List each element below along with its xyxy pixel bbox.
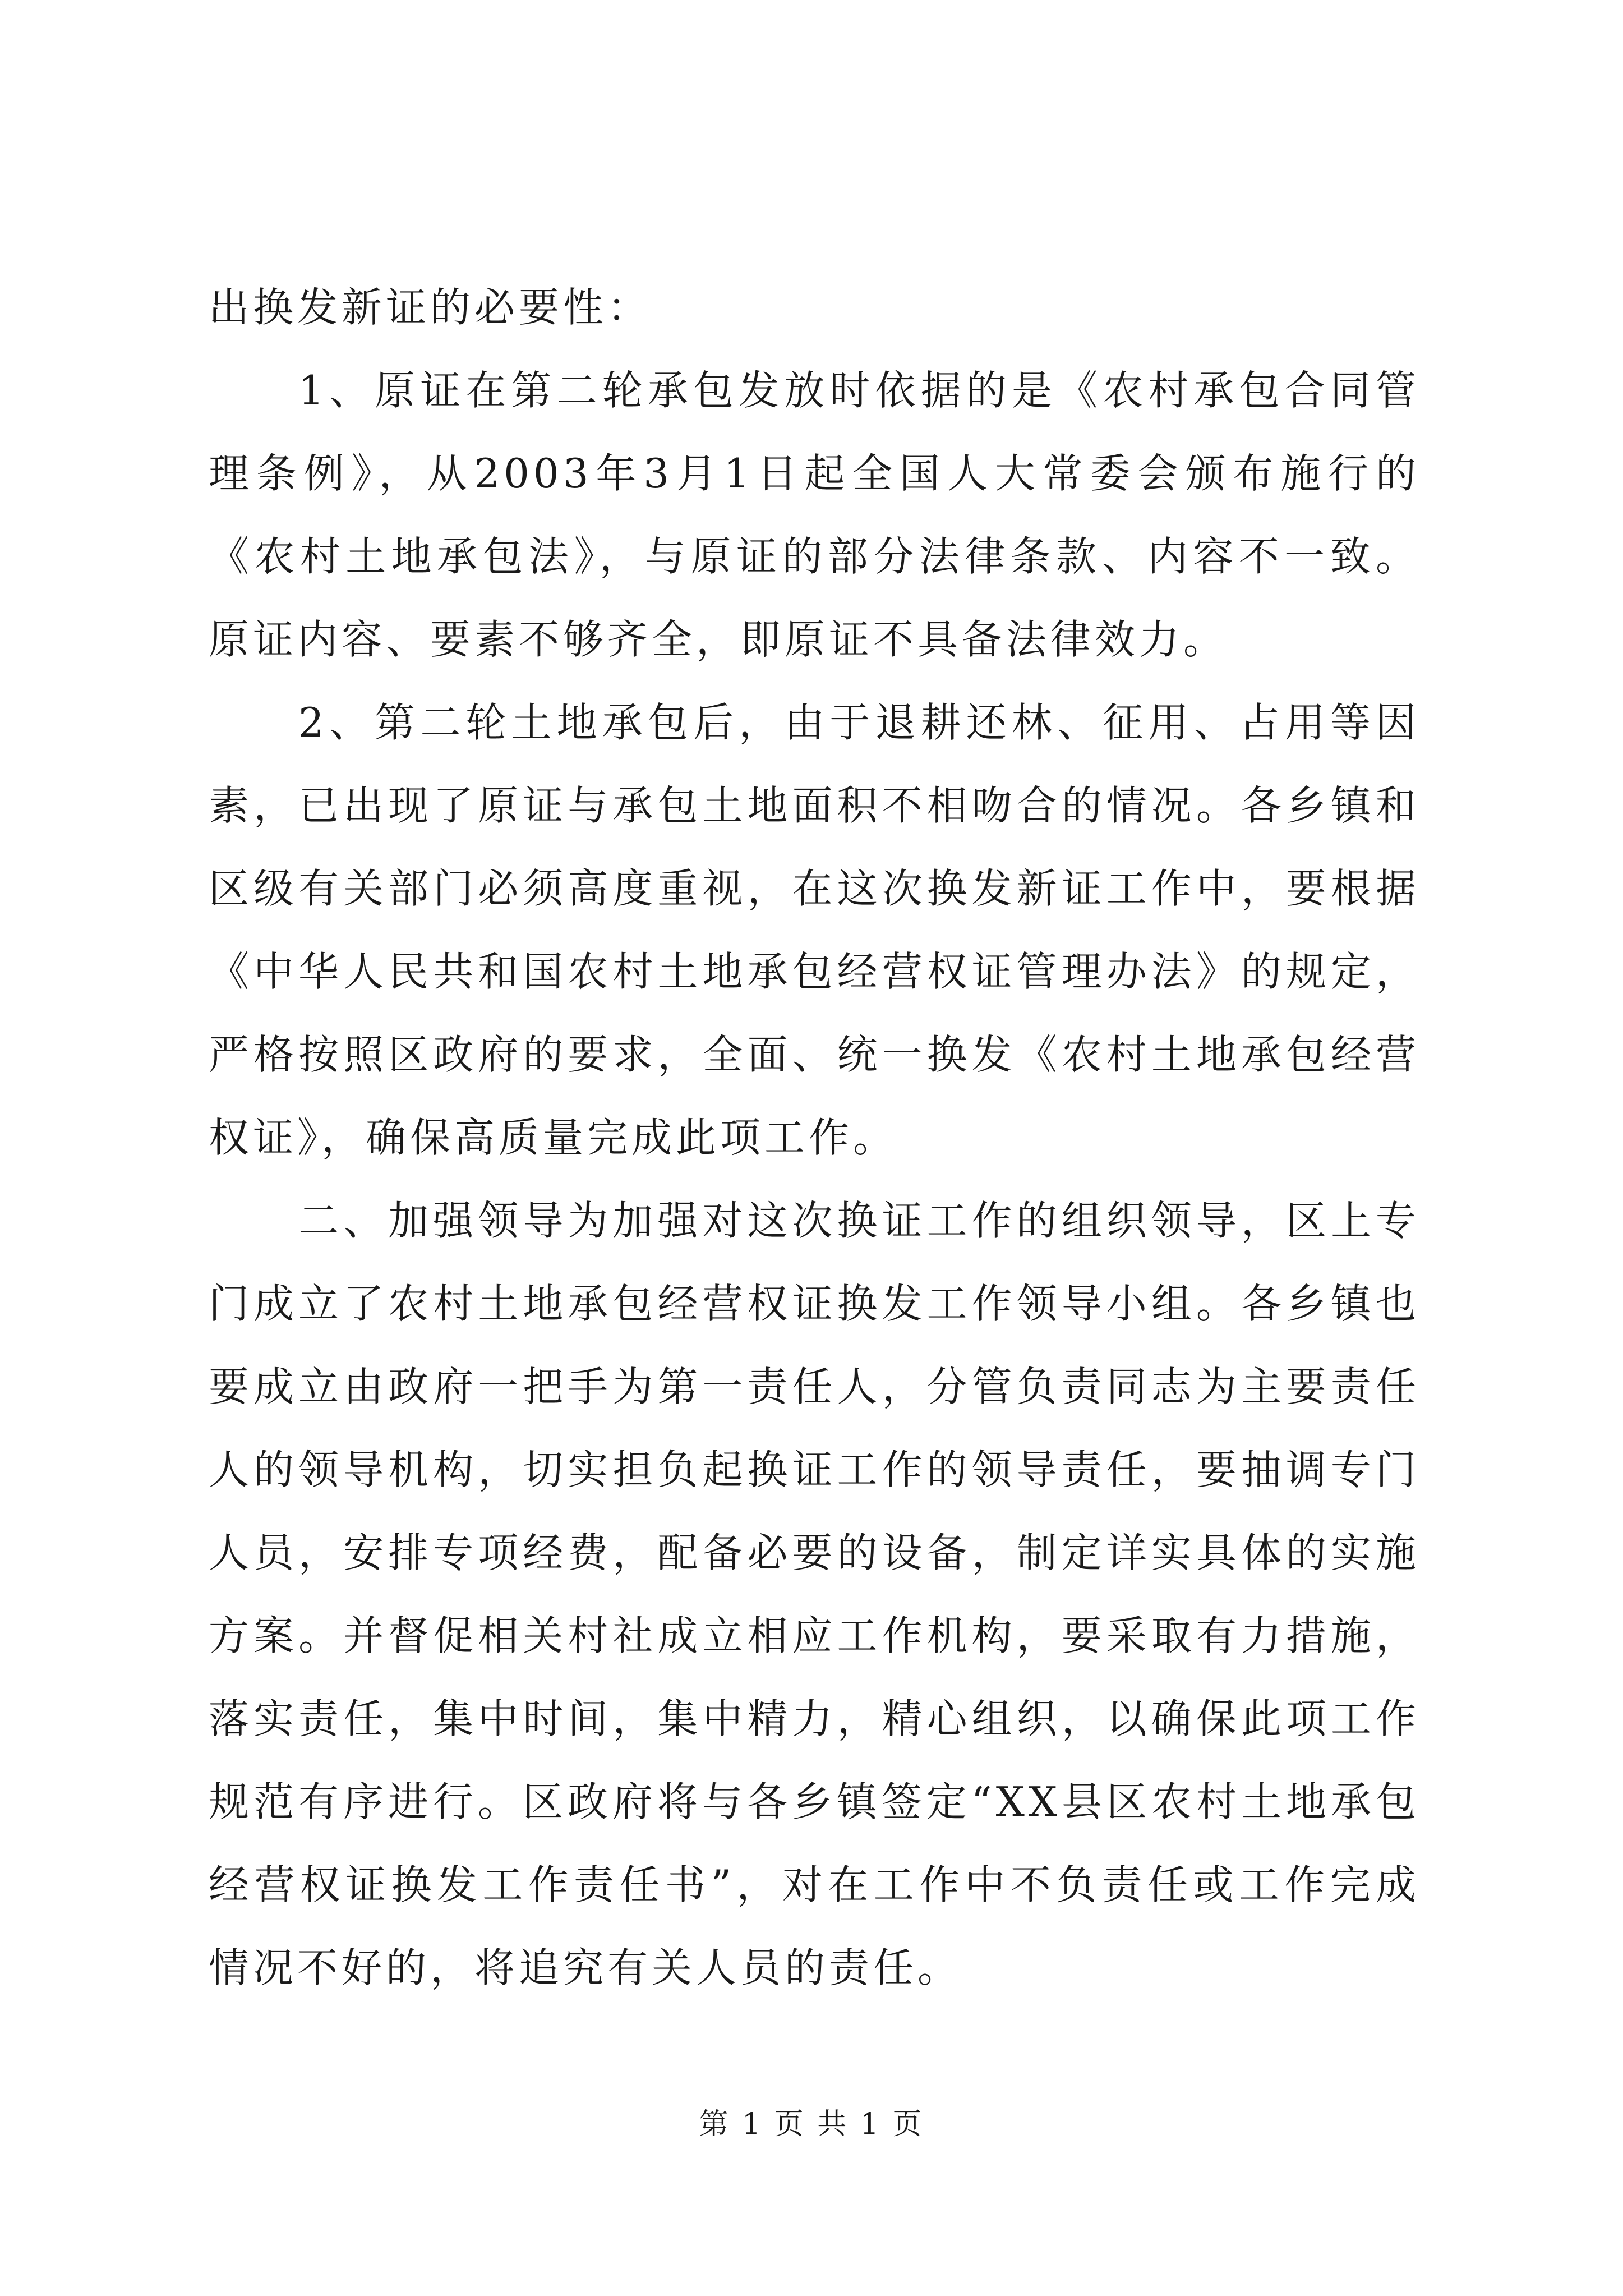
page-footer: 第 1 页 共 1 页 <box>699 2108 924 2141</box>
document-body <box>209 266 1420 2009</box>
paragraph-intro: 出换发新证的必要性： <box>209 284 652 331</box>
paragraph-point-2: 2、第二轮土地承包后，由于退耕还林、征用、占用等因素，已出现了原证与承包土地面积不相吻合的情况。各乡镇和区级有关部门必须高度重视，在这次换发新证工作中，要根据《中华人民共和国农村土地承包经营权证管理办法》的规定，严格按照区政府的要求，全面、统一换发《农村土地承包经营权证》，确保高质量完成此项工作。 <box>209 699 1420 1161</box>
paragraph-section-2: 二、加强领导为加强对这次换证工作的组织领导，区上专门成立了农村土地承包经营权证换发工作领导小组。各乡镇也要成立由政府一把手为第一责任人，分管负责同志为主要责任人的领导机构，切实担负起换证工作的领导责任，要抽调专门人员，安排专项经费，配备必要的设备，制定详实具体的实施方案。并督促相关村社成立相应工作机构，要采取有力措施，落实责任，集中时间，集中精力，精心组织，以确保此项工作规范有序进行。区政府将与各乡镇签定“XX县区农村土地承包经营权证换发工作责任书”，对在工作中不负责任或工作完成情况不好的，将追究有关人员的责任。 <box>209 1197 1420 1991</box>
paragraph-point-1: 1、原证在第二轮承包发放时依据的是《农村承包合同管理条例》，从2003年3月1日起全国人大常委会颁布施行的《农村土地承包法》，与原证的部分法律条款、内容不一致。原证内容、要素不够齐全，即原证不具备法律效力。 <box>209 367 1420 663</box>
